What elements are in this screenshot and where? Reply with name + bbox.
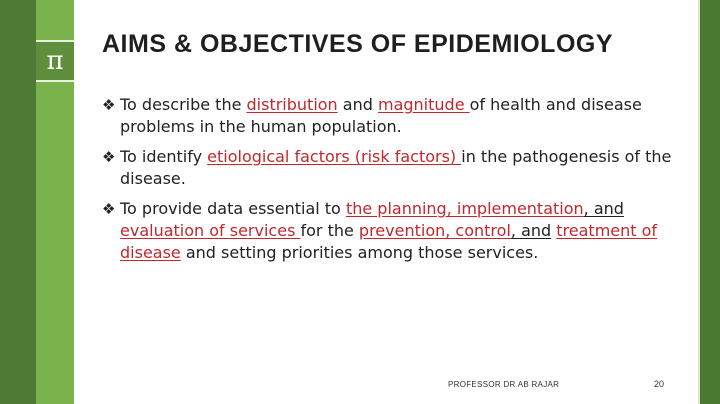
bullet-item-1 [102,94,682,138]
bullet-text: and setting priorities among those services. [180,243,539,262]
diamond-bullet-icon: ❖ [102,96,116,114]
page-number: 20 [654,379,665,389]
bullet-text: in the pathogenesis of the disease. [120,147,672,188]
underlined-text: , and [510,221,552,240]
bullet-item-3 [102,198,682,264]
highlight-term: the planning, implementation [345,199,584,218]
pi-logo-icon [36,40,74,82]
pi-symbol: π [46,46,64,76]
slide-title: AIMS & OBJECTIVES OF EPIDEMIOLOGY [102,30,614,58]
highlight-term: etiological factors (risk factors) [207,147,462,166]
highlight-term: prevention, control [358,221,511,240]
left-dark-band [0,0,36,404]
highlight-term: distribution [246,95,338,114]
bullet-text: To provide data essential to [120,199,346,218]
bullet-list [102,94,682,272]
bullet-text: To describe the [120,95,247,114]
bullet-text: and [337,95,378,114]
diamond-bullet-icon: ❖ [102,200,116,218]
diamond-bullet-icon: ❖ [102,148,116,166]
footer-author: PROFESSOR DR AB RAJAR [448,380,560,389]
bullet-text: To identify [120,147,208,166]
bullet-text: for the [300,221,359,240]
highlight-term: treatment of disease [120,221,658,262]
underlined-text: , and [583,199,624,218]
bullet-text: of health and disease problems in the human population. [120,95,642,136]
highlight-term: evaluation of services [120,221,301,240]
right-dark-band [700,0,720,404]
bullet-item-2 [102,146,682,190]
highlight-term: magnitude [377,95,470,114]
